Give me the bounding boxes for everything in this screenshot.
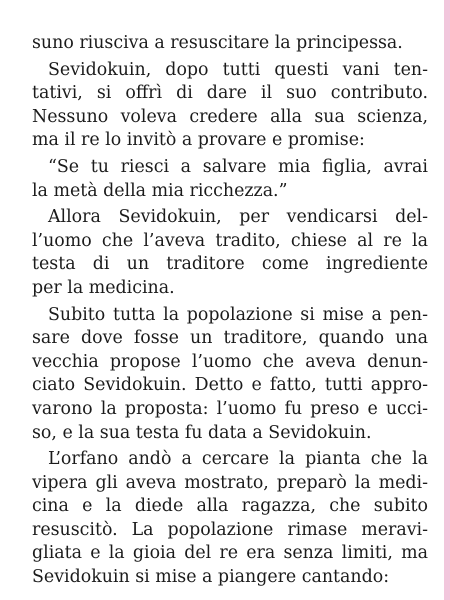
text-line: cina e la diede alla ragazza, che subito [32,496,428,517]
text-line: sare dove fosse un traditore, quando una [32,328,428,349]
text-line: vipera gli aveva mostrato, preparò la medi- [32,472,428,493]
text-line: Sevidokuin si mise a piangere cantando: [32,567,390,588]
text-line: Nessuno voleva credere alla sua scienza, [32,106,428,127]
text-line: ma il re lo invitò a provare e promise: [32,130,365,151]
text-line: ciato Sevidokuin. Detto e fatto, tutti appro- [32,375,428,396]
paragraph [32,304,428,446]
paragraph [32,206,428,300]
text-line: Allora Sevidokuin, per vendicarsi del- [48,207,428,228]
body-text [32,32,428,590]
text-line: l’uomo che l’aveva tradito, chiese al re la [32,230,428,251]
text-line: Sevidokuin, dopo tutti questi vani ten- [48,59,428,80]
text-line: “Se tu riesci a salvare mia figlia, avrai [48,156,428,177]
text-line: varono la proposta: l’uomo fu preso e ucci- [32,398,428,419]
text-line: suno riusciva a resuscitare la principessa. [32,33,403,53]
text-line: per la medicina. [32,277,175,298]
text-line: vecchia propose l’uomo che aveva denun- [32,351,428,372]
page-edge-strip [444,0,450,600]
paragraph [32,156,428,203]
text-line: gliata e la gioia del re era senza limiti, ma [32,543,428,564]
paragraph [32,448,428,590]
text-line: resuscitò. La popolazione rimase meravi- [32,519,428,540]
text-line: la metà della mia ricchezza.” [32,180,288,201]
text-line: so, e la sua testa fu data a Sevidokuin. [32,422,372,443]
text-line: tativi, si offrì di dare il suo contributo. [32,83,428,104]
paragraph [32,32,428,56]
text-line: Subito tutta la popolazione si mise a pen- [48,304,428,325]
text-line: L’orfano andò a cercare la pianta che la [48,449,428,470]
text-line: testa di un traditore come ingrediente [32,254,428,275]
paragraph [32,59,428,153]
